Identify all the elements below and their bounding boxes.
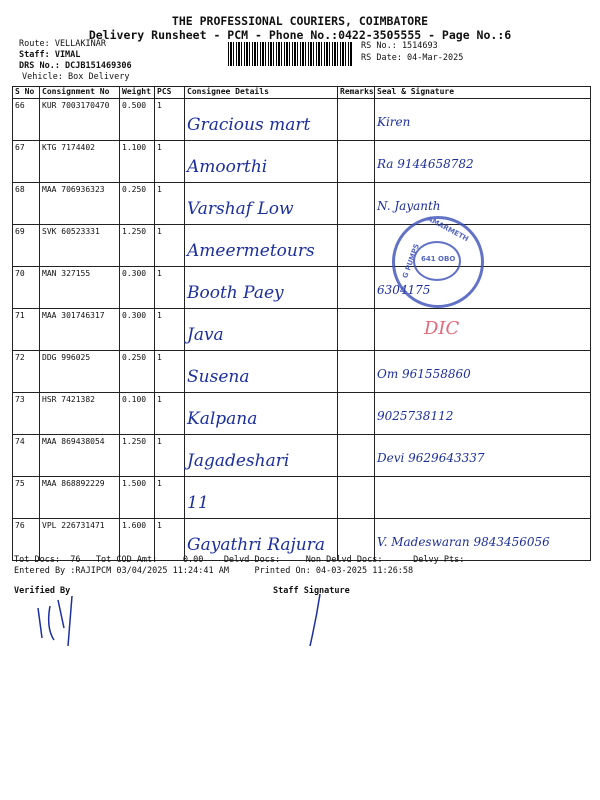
table-row (13, 225, 591, 267)
rs-no-label: RS No.: 1514693 (361, 41, 438, 51)
vehicle-label: Vehicle: Box Delivery (22, 72, 130, 82)
cell-consignment-no: VPL 226731471 (40, 519, 120, 561)
col-signature: Seal & Signature (375, 87, 591, 99)
cell-consignee (185, 141, 338, 183)
col-consignee: Consignee Details (185, 87, 338, 99)
cell-pcs: 1 (155, 351, 185, 393)
cell-pcs: 1 (155, 99, 185, 141)
cell-consignee (185, 99, 338, 141)
table-row (13, 393, 591, 435)
cell-consignment-no: DDG 996025 (40, 351, 120, 393)
cell-weight: 0.250 (120, 183, 155, 225)
cell-weight: 0.500 (120, 99, 155, 141)
stamp-left-text: G PUMPS (401, 242, 422, 280)
cell-consignment-no: KUR 7003170470 (40, 99, 120, 141)
cell-pcs: 1 (155, 477, 185, 519)
cell-weight: 1.600 (120, 519, 155, 561)
cell-weight: 0.250 (120, 351, 155, 393)
signature-handwriting: 6304175 (377, 283, 431, 297)
cell-sno: 74 (13, 435, 40, 477)
cell-consignee (185, 309, 338, 351)
cell-remarks (338, 477, 375, 519)
table-row (13, 99, 591, 141)
cell-consignee (185, 225, 338, 267)
cell-consignment-no: HSR 7421382 (40, 393, 120, 435)
consignee-handwriting: 11 (187, 493, 209, 513)
cell-consignment-no: MAA 869438054 (40, 435, 120, 477)
cell-pcs: 1 (155, 141, 185, 183)
consignee-handwriting: Amoorthi (187, 157, 268, 177)
verified-by-label: Verified By (14, 586, 71, 596)
table-row (13, 267, 591, 309)
cell-remarks (338, 141, 375, 183)
cell-pcs: 1 (155, 267, 185, 309)
table-row (13, 351, 591, 393)
cell-consignment-no: MAA 868892229 (40, 477, 120, 519)
cell-pcs: 1 (155, 519, 185, 561)
table-row (13, 435, 591, 477)
cell-remarks (338, 435, 375, 477)
cell-sno: 73 (13, 393, 40, 435)
cell-pcs: 1 (155, 393, 185, 435)
cell-remarks (338, 309, 375, 351)
runsheet-table (12, 86, 591, 561)
company-stamp (392, 216, 484, 308)
consignee-handwriting: Jagadeshari (187, 451, 290, 471)
cell-pcs: 1 (155, 435, 185, 477)
cell-signature (375, 309, 591, 351)
company-title: THE PROFESSIONAL COURIERS, COIMBATORE (171, 14, 429, 28)
cell-weight: 1.500 (120, 477, 155, 519)
cell-sno: 76 (13, 519, 40, 561)
cell-remarks (338, 351, 375, 393)
cell-consignee (185, 393, 338, 435)
cell-remarks (338, 99, 375, 141)
cell-signature (375, 99, 591, 141)
cell-consignment-no: SVK 60523331 (40, 225, 120, 267)
table-row (13, 309, 591, 351)
cell-consignee (185, 477, 338, 519)
route-label: Route: VELLAKINAR (19, 39, 106, 49)
entered-by-line: Entered By :RAJIPCM 03/04/2025 11:24:41 AM Printed On: 04-03-2025 11:26:58 (14, 566, 414, 576)
barcode (228, 42, 352, 66)
cell-pcs: 1 (155, 183, 185, 225)
cell-sno: 72 (13, 351, 40, 393)
cell-remarks (338, 267, 375, 309)
cell-consignment-no: MAA 301746317 (40, 309, 120, 351)
runsheet-title: Delivery Runsheet - PCM - Phone No.:0422-3505555 - Page No.:6 (88, 28, 512, 42)
signature-handwriting: Om 961558860 (377, 367, 471, 381)
consignee-handwriting: Booth Paey (187, 283, 284, 303)
col-pcs: PCS (155, 87, 185, 99)
cell-sno: 69 (13, 225, 40, 267)
cell-consignee (185, 183, 338, 225)
cell-signature (375, 183, 591, 225)
cell-weight: 1.100 (120, 141, 155, 183)
consignee-handwriting: Ameermetours (187, 241, 315, 261)
cell-signature (375, 351, 591, 393)
signature-handwriting: Ra 9144658782 (377, 157, 474, 171)
consignee-handwriting: Kalpana (187, 409, 258, 429)
staff-signature-mark (290, 590, 350, 650)
cell-signature (375, 141, 591, 183)
table-row (13, 183, 591, 225)
cell-sno: 68 (13, 183, 40, 225)
consignee-handwriting: Gayathri Rajura (187, 535, 326, 555)
signature-handwriting: N. Jayanth (377, 199, 441, 213)
cell-signature (375, 393, 591, 435)
signature-handwriting: Devi 9629643337 (377, 451, 485, 465)
cell-remarks (338, 225, 375, 267)
cell-consignment-no: MAA 706936323 (40, 183, 120, 225)
rs-date-label: RS Date: 04-Mar-2025 (361, 53, 464, 63)
cell-pcs: 1 (155, 309, 185, 351)
cell-consignment-no: MAN 327155 (40, 267, 120, 309)
table-header-row (13, 87, 591, 99)
staff-signature-label: Staff Signature (273, 586, 350, 596)
cell-remarks (338, 393, 375, 435)
staff-label: Staff: VIMAL (19, 50, 81, 60)
cell-sno: 75 (13, 477, 40, 519)
cell-sno: 71 (13, 309, 40, 351)
col-remarks: Remarks (338, 87, 375, 99)
signature-handwriting: V. Madeswaran 9843456056 (377, 535, 550, 549)
cell-signature (375, 435, 591, 477)
totals-line: Tot Docs: 76 Tot COD Amt: 0.00 Delvd Docs: Non Delvd Docs: Delvy Pts: (14, 555, 465, 565)
cell-weight: 1.250 (120, 225, 155, 267)
consignee-handwriting: Java (187, 325, 224, 345)
verifier-signature-mark (28, 588, 108, 652)
cell-pcs: 1 (155, 225, 185, 267)
cell-consignee (185, 351, 338, 393)
drs-label: DRS No.: DCJB151469306 (19, 61, 132, 71)
col-sno: S No (13, 87, 40, 99)
consignee-handwriting: Varshaf Low (187, 199, 294, 219)
cell-weight: 0.300 (120, 309, 155, 351)
stamp-top-text: AMARMETH (425, 214, 470, 244)
cell-sno: 66 (13, 99, 40, 141)
cell-weight: 0.300 (120, 267, 155, 309)
signature-handwriting: Kiren (377, 115, 411, 129)
cell-weight: 0.100 (120, 393, 155, 435)
cell-remarks (338, 183, 375, 225)
consignee-handwriting: Susena (187, 367, 250, 387)
table-row (13, 477, 591, 519)
cell-consignee (185, 435, 338, 477)
cell-sno: 67 (13, 141, 40, 183)
cell-sno: 70 (13, 267, 40, 309)
cell-consignee (185, 267, 338, 309)
dic-mark: DIC (424, 318, 460, 339)
stamp-center-text: 641 OBO (421, 255, 456, 263)
cell-weight: 1.250 (120, 435, 155, 477)
col-consignment-no: Consignment No (40, 87, 120, 99)
cell-signature (375, 477, 591, 519)
consignee-handwriting: Gracious mart (187, 115, 311, 135)
signature-handwriting: 9025738112 (377, 409, 454, 423)
col-weight: Weight (120, 87, 155, 99)
cell-consignment-no: KTG 7174402 (40, 141, 120, 183)
table-row (13, 141, 591, 183)
